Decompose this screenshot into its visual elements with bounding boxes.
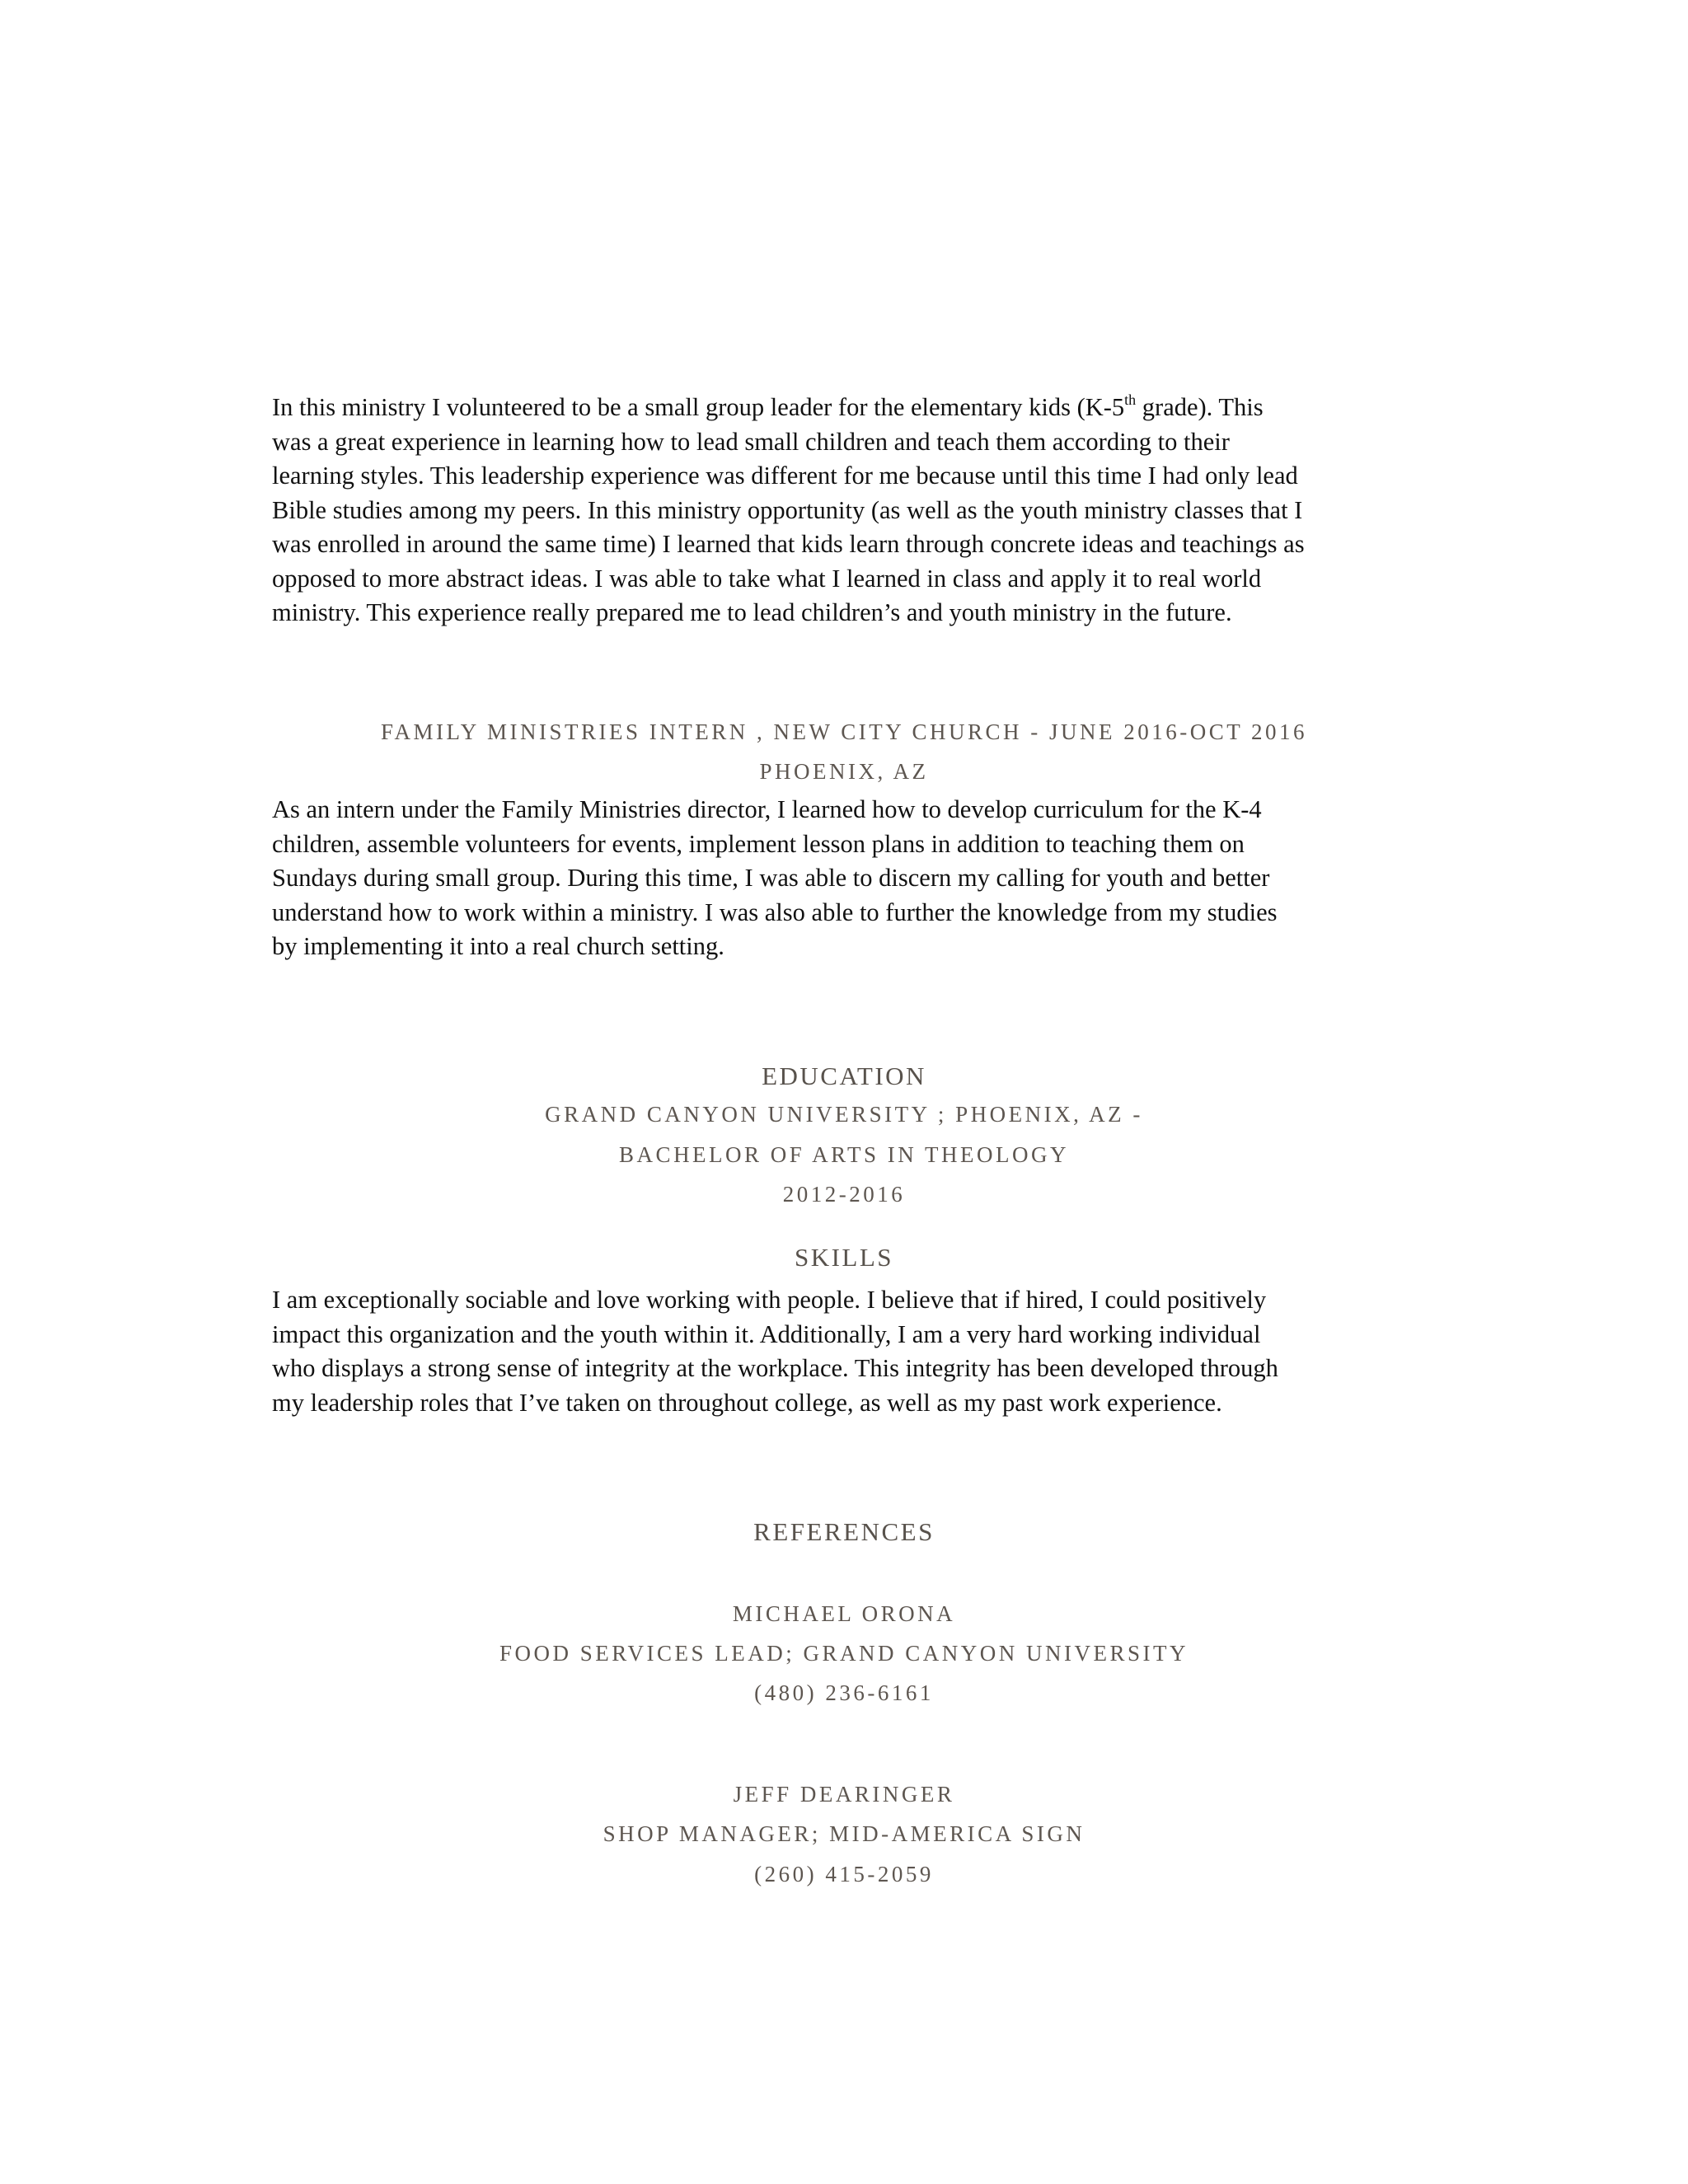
education-years: 2012-2016 [782, 1182, 906, 1207]
paragraph-line: In this ministry I volunteered to be a small group leader for the elementary kids (K-5th grade). This [272, 391, 1264, 421]
paragraph-line: understand how to work within a ministry. I was also able to further the knowledge from my studies [272, 898, 1278, 926]
paragraph-line: was a great experience in learning how to lead small children and teach them according to their [272, 427, 1230, 456]
paragraph-line: opposed to more abstract ideas. I was able to take what I learned in class and apply it to real world [272, 564, 1262, 593]
superscript-th: th [1124, 391, 1137, 408]
paragraph-line: ministry. This experience really prepared me to lead children’s and youth ministry in the future. [272, 598, 1232, 626]
paragraph-line: As an intern under the Family Ministries director, I learned how to develop curriculum for the K-4 [272, 795, 1262, 823]
reference-name: MICHAEL ORONA [732, 1601, 956, 1626]
references-heading: REFERENCES [753, 1517, 935, 1546]
paragraph-line: my leadership roles that I’ve taken on throughout college, as well as my past work experience. [272, 1388, 1222, 1417]
paragraph-line: who displays a strong sense of integrity at the workplace. This integrity has been developed through [272, 1354, 1278, 1382]
reference-phone: (260) 415-2059 [754, 1862, 934, 1886]
paragraph-line: was enrolled in around the same time) I learned that kids learn through concrete ideas and teachings as [272, 530, 1305, 558]
reference-phone: (480) 236-6161 [754, 1680, 934, 1705]
reference-name: JEFF DEARINGER [733, 1782, 955, 1807]
paragraph-line: by implementing it into a real church setting. [272, 932, 724, 960]
paragraph-line: impact this organization and the youth within it. Additionally, I am a very hard working individual [272, 1319, 1261, 1348]
reference-role: FOOD SERVICES LEAD; GRAND CANYON UNIVERSITY [499, 1641, 1189, 1666]
paragraph-line: learning styles. This leadership experience was different for me because until this time I had only lead [272, 462, 1298, 490]
education-degree: BACHELOR OF ARTS IN THEOLOGY [619, 1142, 1069, 1167]
internship-paragraph [272, 793, 1426, 964]
ministry-paragraph [272, 391, 1426, 630]
internship-location: PHOENIX, AZ [759, 759, 929, 784]
paragraph-line: Sundays during small group. During this time, I was able to discern my calling for youth and better [272, 864, 1270, 892]
skills-heading: SKILLS [794, 1243, 894, 1272]
education-heading: EDUCATION [762, 1062, 926, 1090]
reference-role: SHOP MANAGER; MID-AMERICA SIGN [603, 1821, 1085, 1846]
education-school: GRAND CANYON UNIVERSITY ; PHOENIX, AZ - [545, 1102, 1143, 1127]
skills-paragraph [272, 1283, 1426, 1420]
internship-title: FAMILY MINISTRIES INTERN , NEW CITY CHURCH - JUNE 2016-OCT 2016 [380, 719, 1308, 744]
paragraph-line: Bible studies among my peers. In this ministry opportunity (as well as the youth ministry classes that I [272, 495, 1303, 524]
paragraph-line: children, assemble volunteers for events, implement lesson plans in addition to teaching them on [272, 829, 1245, 858]
paragraph-line: I am exceptionally sociable and love working with people. I believe that if hired, I could positively [272, 1286, 1267, 1314]
